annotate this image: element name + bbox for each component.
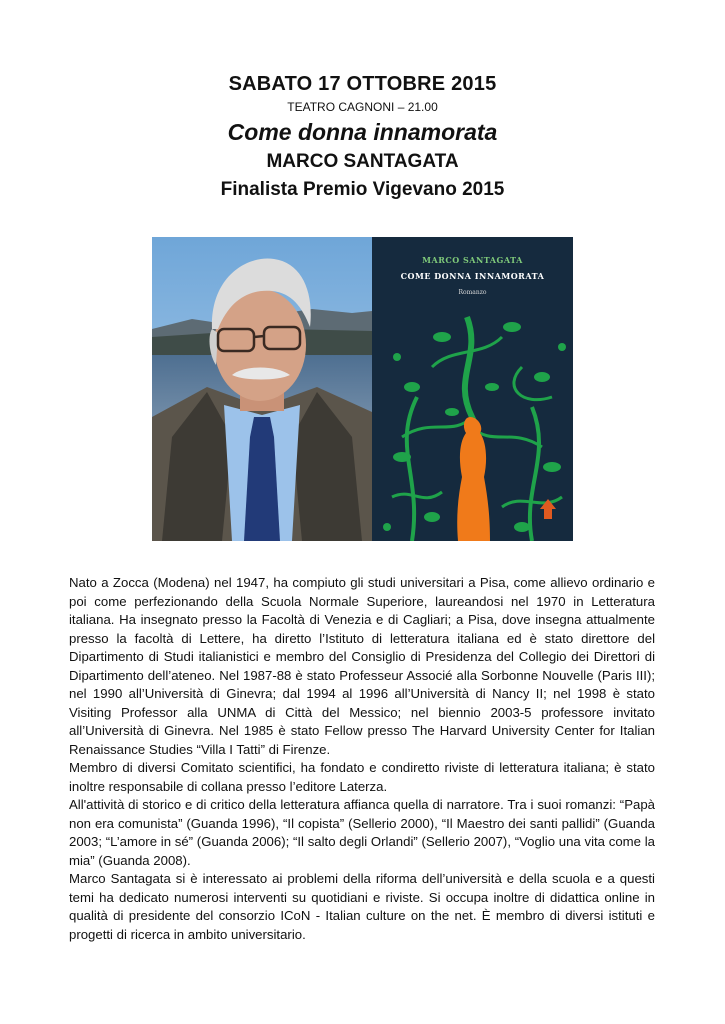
header-images xyxy=(152,237,573,541)
bio-paragraph: Membro di diversi Comitato scientifici, ha fondato e condiretto riviste di letteratura italiana; è stato inoltre responsabile di collana presso l’editore Laterza. xyxy=(69,760,655,794)
book-cover xyxy=(372,237,573,541)
bio-paragraph: All'attività di storico e di critico della letteratura affianca quella di narratore. Tra i suoi romanzi: “Papà non era comunista” (Guanda 1996), “Il copista” (Sellerio 2000), “Il Maestro dei santi pallidi” (Guanda 2003; “L’amore in sé” (Guanda 2006); “Il salto degli Orlandi” (Sellerio 2007), “Voglio una vita come la mia” (Guanda 2008). xyxy=(69,797,655,868)
cover-author: MARCO SANTAGATA xyxy=(422,255,523,265)
author-photo xyxy=(152,237,372,541)
prize-line: Finalista Premio Vigevano 2015 xyxy=(220,179,505,200)
bio-paragraph: Marco Santagata si è interessato ai problemi della riforma dell’università e della scuola e a questi temi ha dedicato numerosi interventi su quotidiani e riviste. Si occupa inoltre di didattica online in qualità di presidente del consorzio ICoN - Italian culture on the net. È membro di diversi istituti e progetti di ricerca in ambito universitario. xyxy=(69,871,655,942)
author-biography xyxy=(69,574,655,944)
book-title: Come donna innamorata xyxy=(227,119,498,145)
event-date: SABATO 17 OTTOBRE 2015 xyxy=(228,73,497,95)
event-venue: TEATRO CAGNONI – 21.00 xyxy=(287,100,438,114)
cover-title: COME DONNA INNAMORATA xyxy=(400,271,545,281)
cover-subtitle: Romanzo xyxy=(458,289,487,296)
event-header xyxy=(0,70,725,204)
author-name: MARCO SANTAGATA xyxy=(266,151,459,172)
bio-paragraph: Nato a Zocca (Modena) nel 1947, ha compiuto gli studi universitari a Pisa, come allievo ordinario e poi come perfezionando della Scuola Normale Superiore, laureandosi nel 1970 in Letteratura italiana. Ha insegnato presso la Facoltà di Venezia e di Cagliari; a Pisa, dove insegna attualmente presso la facoltà di Lettere, ha diretto l’Istituto di letteratura italiana ed è stato direttore del Dipartimento di Studi italianistici e membro del Consiglio di Presidenza del Collegio dei Direttori di Dipartimento dell’ateneo. Nel 1987-88 è stato Professeur Associé alla Sorbonne Nouvelle (Paris III); nel 1990 all’Università di Ginevra; dal 1994 al 1996 all’Università di Nancy II; nel 1998 è stato Visiting Professor alla UNMA di Città del Messico; nel biennio 2003-5 professore invitato all’Università di Ginevra. Nel 1985 è stato Fellow presso The Harvard University Center for Italian Renaissance Studies “Villa I Tatti” di Firenze. xyxy=(69,575,655,757)
